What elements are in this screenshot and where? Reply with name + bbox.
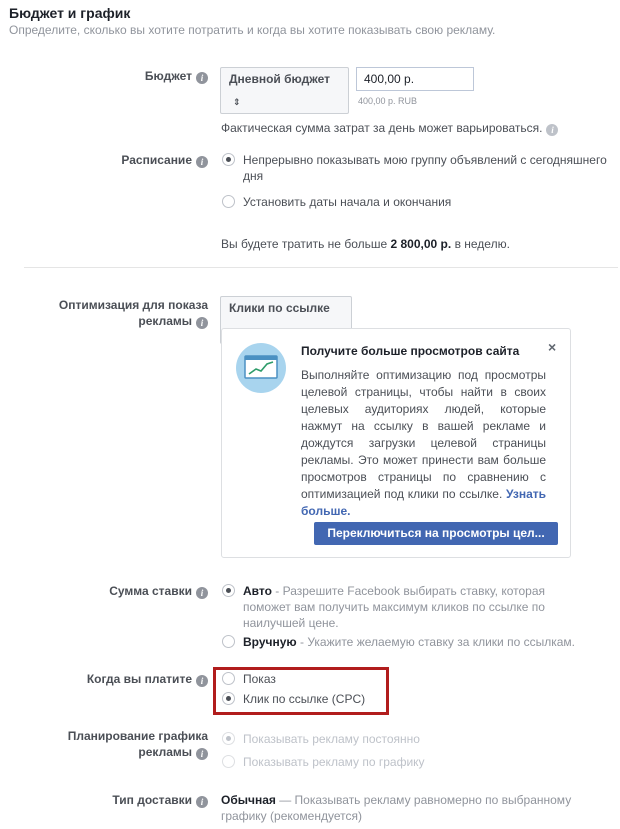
info-icon[interactable]: i — [196, 317, 208, 329]
budget-type-button[interactable]: Дневной бюджет ⇕ — [220, 67, 349, 114]
chart-illustration-icon — [236, 343, 286, 393]
info-icon[interactable]: i — [196, 748, 208, 760]
pay-impression-label: Показ — [243, 672, 276, 686]
planning-label: Планирование графика рекламы i — [67, 729, 208, 759]
switch-optimization-button[interactable]: Переключиться на просмотры цел... — [314, 522, 558, 545]
optimization-label: Оптимизация для показа рекламы i — [58, 298, 208, 328]
schedule-dates-radio[interactable] — [222, 195, 235, 208]
suggestion-title: Получите больше просмотров сайта — [301, 344, 520, 358]
planning-always-label: Показывать рекламу постоянно — [243, 732, 420, 746]
section-subtitle: Определите, сколько вы хотите потратить и когда вы хотите показывать свою рекламу. — [9, 23, 496, 37]
pay-click-label: Клик по ссылке (CPC) — [243, 692, 366, 706]
highlight-box — [213, 667, 389, 715]
info-icon[interactable]: i — [196, 587, 208, 599]
bid-auto-radio[interactable] — [222, 584, 235, 597]
bid-manual-radio[interactable] — [222, 635, 235, 648]
schedule-continuous-label: Непрерывно показывать мою группу объявлений с сегодняшнего дня — [243, 153, 607, 183]
up-down-arrows-icon: ⇕ — [233, 97, 241, 107]
section-title: Бюджет и график — [9, 5, 131, 21]
budget-label: Бюджет i — [145, 68, 208, 84]
bid-label: Сумма ставки i — [109, 583, 208, 599]
section-divider — [24, 267, 618, 268]
info-icon[interactable]: i — [196, 72, 208, 84]
budget-amount-hint: 400,00 р. RUB — [358, 96, 418, 106]
planning-schedule-radio[interactable] — [222, 755, 235, 768]
budget-note: Фактическая сумма затрат за день может варьироваться. i — [221, 120, 558, 136]
optimization-dropdown[interactable]: Клики по ссылке — [220, 296, 352, 344]
bid-manual-label: Вручную - Укажите желаемую ставку за клики по ссылкам. — [243, 635, 575, 649]
info-icon[interactable]: i — [196, 156, 208, 168]
planning-schedule-label: Показывать рекламу по графику — [243, 755, 425, 769]
delivery-value: Обычная — Показывать рекламу равномерно по выбранному графику (рекомендуется) — [221, 793, 572, 823]
info-icon[interactable]: i — [546, 124, 558, 136]
weekly-spend-text: Вы будете тратить не больше 2 800,00 р. в неделю. — [221, 237, 510, 251]
suggestion-body: Выполняйте оптимизацию под просмотры целевой страницы, чтобы найти в своих целевых аудиториях людей, которые нажмут на ссылку в вашей рекламе и дождутся загрузки целевой страницы рекламы. Это может принести вам больше просмотров страницы по сравнению с оптимизацией под клики по ссылке. Узнать больше. — [301, 368, 546, 518]
suggestion-card — [221, 328, 571, 558]
planning-always-radio[interactable] — [222, 732, 235, 745]
pay-label: Когда вы платите i — [87, 671, 208, 687]
info-icon[interactable]: i — [196, 675, 208, 687]
schedule-continuous-radio[interactable] — [222, 153, 235, 166]
info-icon[interactable]: i — [196, 796, 208, 808]
learn-more-link[interactable]: Узнать больше. — [301, 487, 546, 518]
close-icon[interactable]: × — [548, 339, 557, 355]
delivery-label: Тип доставки i — [112, 792, 208, 808]
budget-amount-input[interactable]: 400,00 р. — [356, 67, 474, 91]
schedule-label: Расписание i — [121, 152, 208, 168]
bid-auto-label: Авто - Разрешите Facebook выбирать ставку, которая поможет вам получить максимум кликов по ссылке по наилучшей цене. — [243, 584, 546, 630]
schedule-dates-label: Установить даты начала и окончания — [243, 195, 452, 209]
